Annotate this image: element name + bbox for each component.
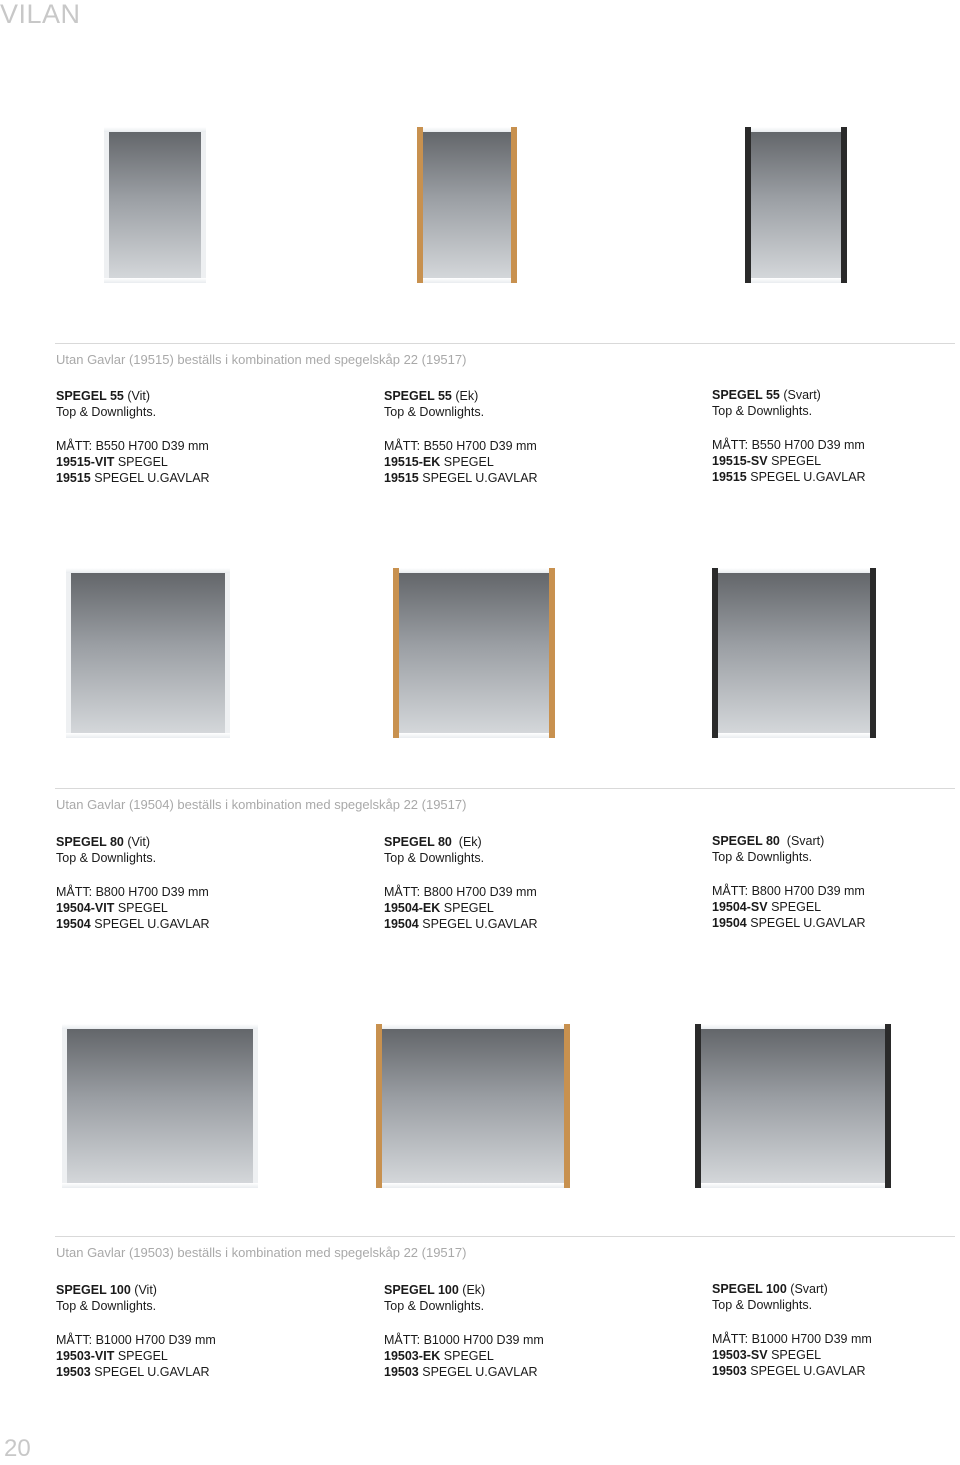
product-feature: Top & Downlights. [56,405,157,419]
section-divider [55,788,955,789]
brand-title: VILAN [0,0,81,29]
article-label: SPEGEL U.GAVLAR [90,1365,210,1379]
article-code: 19503-EK [384,1349,441,1363]
article-label: SPEGEL [767,900,822,914]
product-variant: (Ek) [458,1283,486,1297]
product-spec-55-ek [384,388,538,486]
article-label: SPEGEL [114,455,168,469]
product-variant: (Svart) [779,388,821,402]
article-code: 19504 [56,917,91,931]
product-spec-100-vit [56,1282,216,1380]
section-note: Utan Gavlar (19515) beställs i kombination med spegelskåp 22 (19517) [56,352,467,367]
product-variant: (Svart) [786,1282,828,1296]
article-code: 19503 [384,1365,419,1379]
mirror-image-80-vit [66,568,230,738]
article-code: 19504 [712,916,747,930]
article-label: SPEGEL U.GAVLAR [90,917,210,931]
product-feature: Top & Downlights. [384,405,485,419]
product-name: SPEGEL 80 [384,835,452,849]
product-variant: (Vit) [130,1283,157,1297]
article-code: 19504-EK [384,901,441,915]
article-label: SPEGEL [114,1349,168,1363]
product-spec-55-vit [56,388,210,486]
product-variant: (Ek) [451,389,479,403]
product-feature: Top & Downlights. [712,1298,813,1312]
product-dimensions: MÅTT: B1000 H700 D39 mm [384,1333,544,1347]
product-spec-80-ek [384,834,538,932]
section-divider [55,1236,955,1237]
product-name: SPEGEL 55 [712,388,780,402]
mirror-image-100-ek [376,1024,570,1188]
product-dimensions: MÅTT: B550 H700 D39 mm [56,439,209,453]
product-variant: (Vit) [123,389,151,403]
section-note: Utan Gavlar (19503) beställs i kombination med spegelskåp 22 (19517) [56,1245,467,1260]
article-label: SPEGEL [767,454,822,468]
product-feature: Top & Downlights. [712,404,813,418]
article-label: SPEGEL [440,901,494,915]
mirror-image-55-vit [104,127,206,283]
product-spec-80-vit [56,834,210,932]
product-dimensions: MÅTT: B550 H700 D39 mm [712,438,865,452]
product-name: SPEGEL 80 [712,834,780,848]
product-spec-55-svart [712,387,866,485]
article-label: SPEGEL U.GAVLAR [418,1365,538,1379]
article-code: 19503 [56,1365,91,1379]
article-code: 19515-EK [384,455,441,469]
product-feature: Top & Downlights. [56,1299,157,1313]
product-dimensions: MÅTT: B1000 H700 D39 mm [56,1333,216,1347]
article-code: 19503-VIT [56,1349,115,1363]
product-name: SPEGEL 55 [56,389,124,403]
article-code: 19503 [712,1364,747,1378]
product-feature: Top & Downlights. [56,851,157,865]
product-spec-100-ek [384,1282,544,1380]
product-dimensions: MÅTT: B800 H700 D39 mm [56,885,209,899]
mirror-image-55-ek [417,127,517,283]
section-divider [55,343,955,344]
article-code: 19515 [384,471,419,485]
article-code: 19515-SV [712,454,768,468]
product-dimensions: MÅTT: B800 H700 D39 mm [712,884,865,898]
article-label: SPEGEL [440,455,494,469]
article-code: 19504 [384,917,419,931]
product-spec-80-svart [712,833,866,931]
product-variant: (Ek) [451,835,482,849]
article-label: SPEGEL [767,1348,822,1362]
section-note: Utan Gavlar (19504) beställs i kombination med spegelskåp 22 (19517) [56,797,467,812]
article-label: SPEGEL U.GAVLAR [418,917,538,931]
page-number: 20 [4,1435,31,1462]
product-name: SPEGEL 100 [384,1283,459,1297]
article-code: 19504-VIT [56,901,115,915]
product-dimensions: MÅTT: B1000 H700 D39 mm [712,1332,872,1346]
article-label: SPEGEL U.GAVLAR [746,1364,866,1378]
mirror-image-80-svart [712,568,876,738]
article-label: SPEGEL U.GAVLAR [90,471,210,485]
product-name: SPEGEL 100 [56,1283,131,1297]
mirror-image-55-svart [745,127,847,283]
product-variant: (Svart) [779,834,825,848]
article-code: 19515-VIT [56,455,115,469]
product-variant: (Vit) [123,835,151,849]
mirror-image-100-vit [62,1024,258,1188]
mirror-image-100-svart [695,1024,891,1188]
product-dimensions: MÅTT: B550 H700 D39 mm [384,439,537,453]
product-name: SPEGEL 80 [56,835,124,849]
product-name: SPEGEL 55 [384,389,452,403]
product-name: SPEGEL 100 [712,1282,787,1296]
article-code: 19504-SV [712,900,768,914]
product-feature: Top & Downlights. [384,1299,485,1313]
product-spec-100-svart [712,1281,872,1379]
article-code: 19515 [712,470,747,484]
article-label: SPEGEL [114,901,168,915]
article-label: SPEGEL U.GAVLAR [746,470,866,484]
product-dimensions: MÅTT: B800 H700 D39 mm [384,885,537,899]
article-label: SPEGEL U.GAVLAR [746,916,866,930]
product-feature: Top & Downlights. [712,850,813,864]
product-feature: Top & Downlights. [384,851,485,865]
mirror-image-80-ek [393,568,555,738]
article-code: 19503-SV [712,1348,768,1362]
article-label: SPEGEL [440,1349,494,1363]
article-label: SPEGEL U.GAVLAR [418,471,538,485]
article-code: 19515 [56,471,91,485]
